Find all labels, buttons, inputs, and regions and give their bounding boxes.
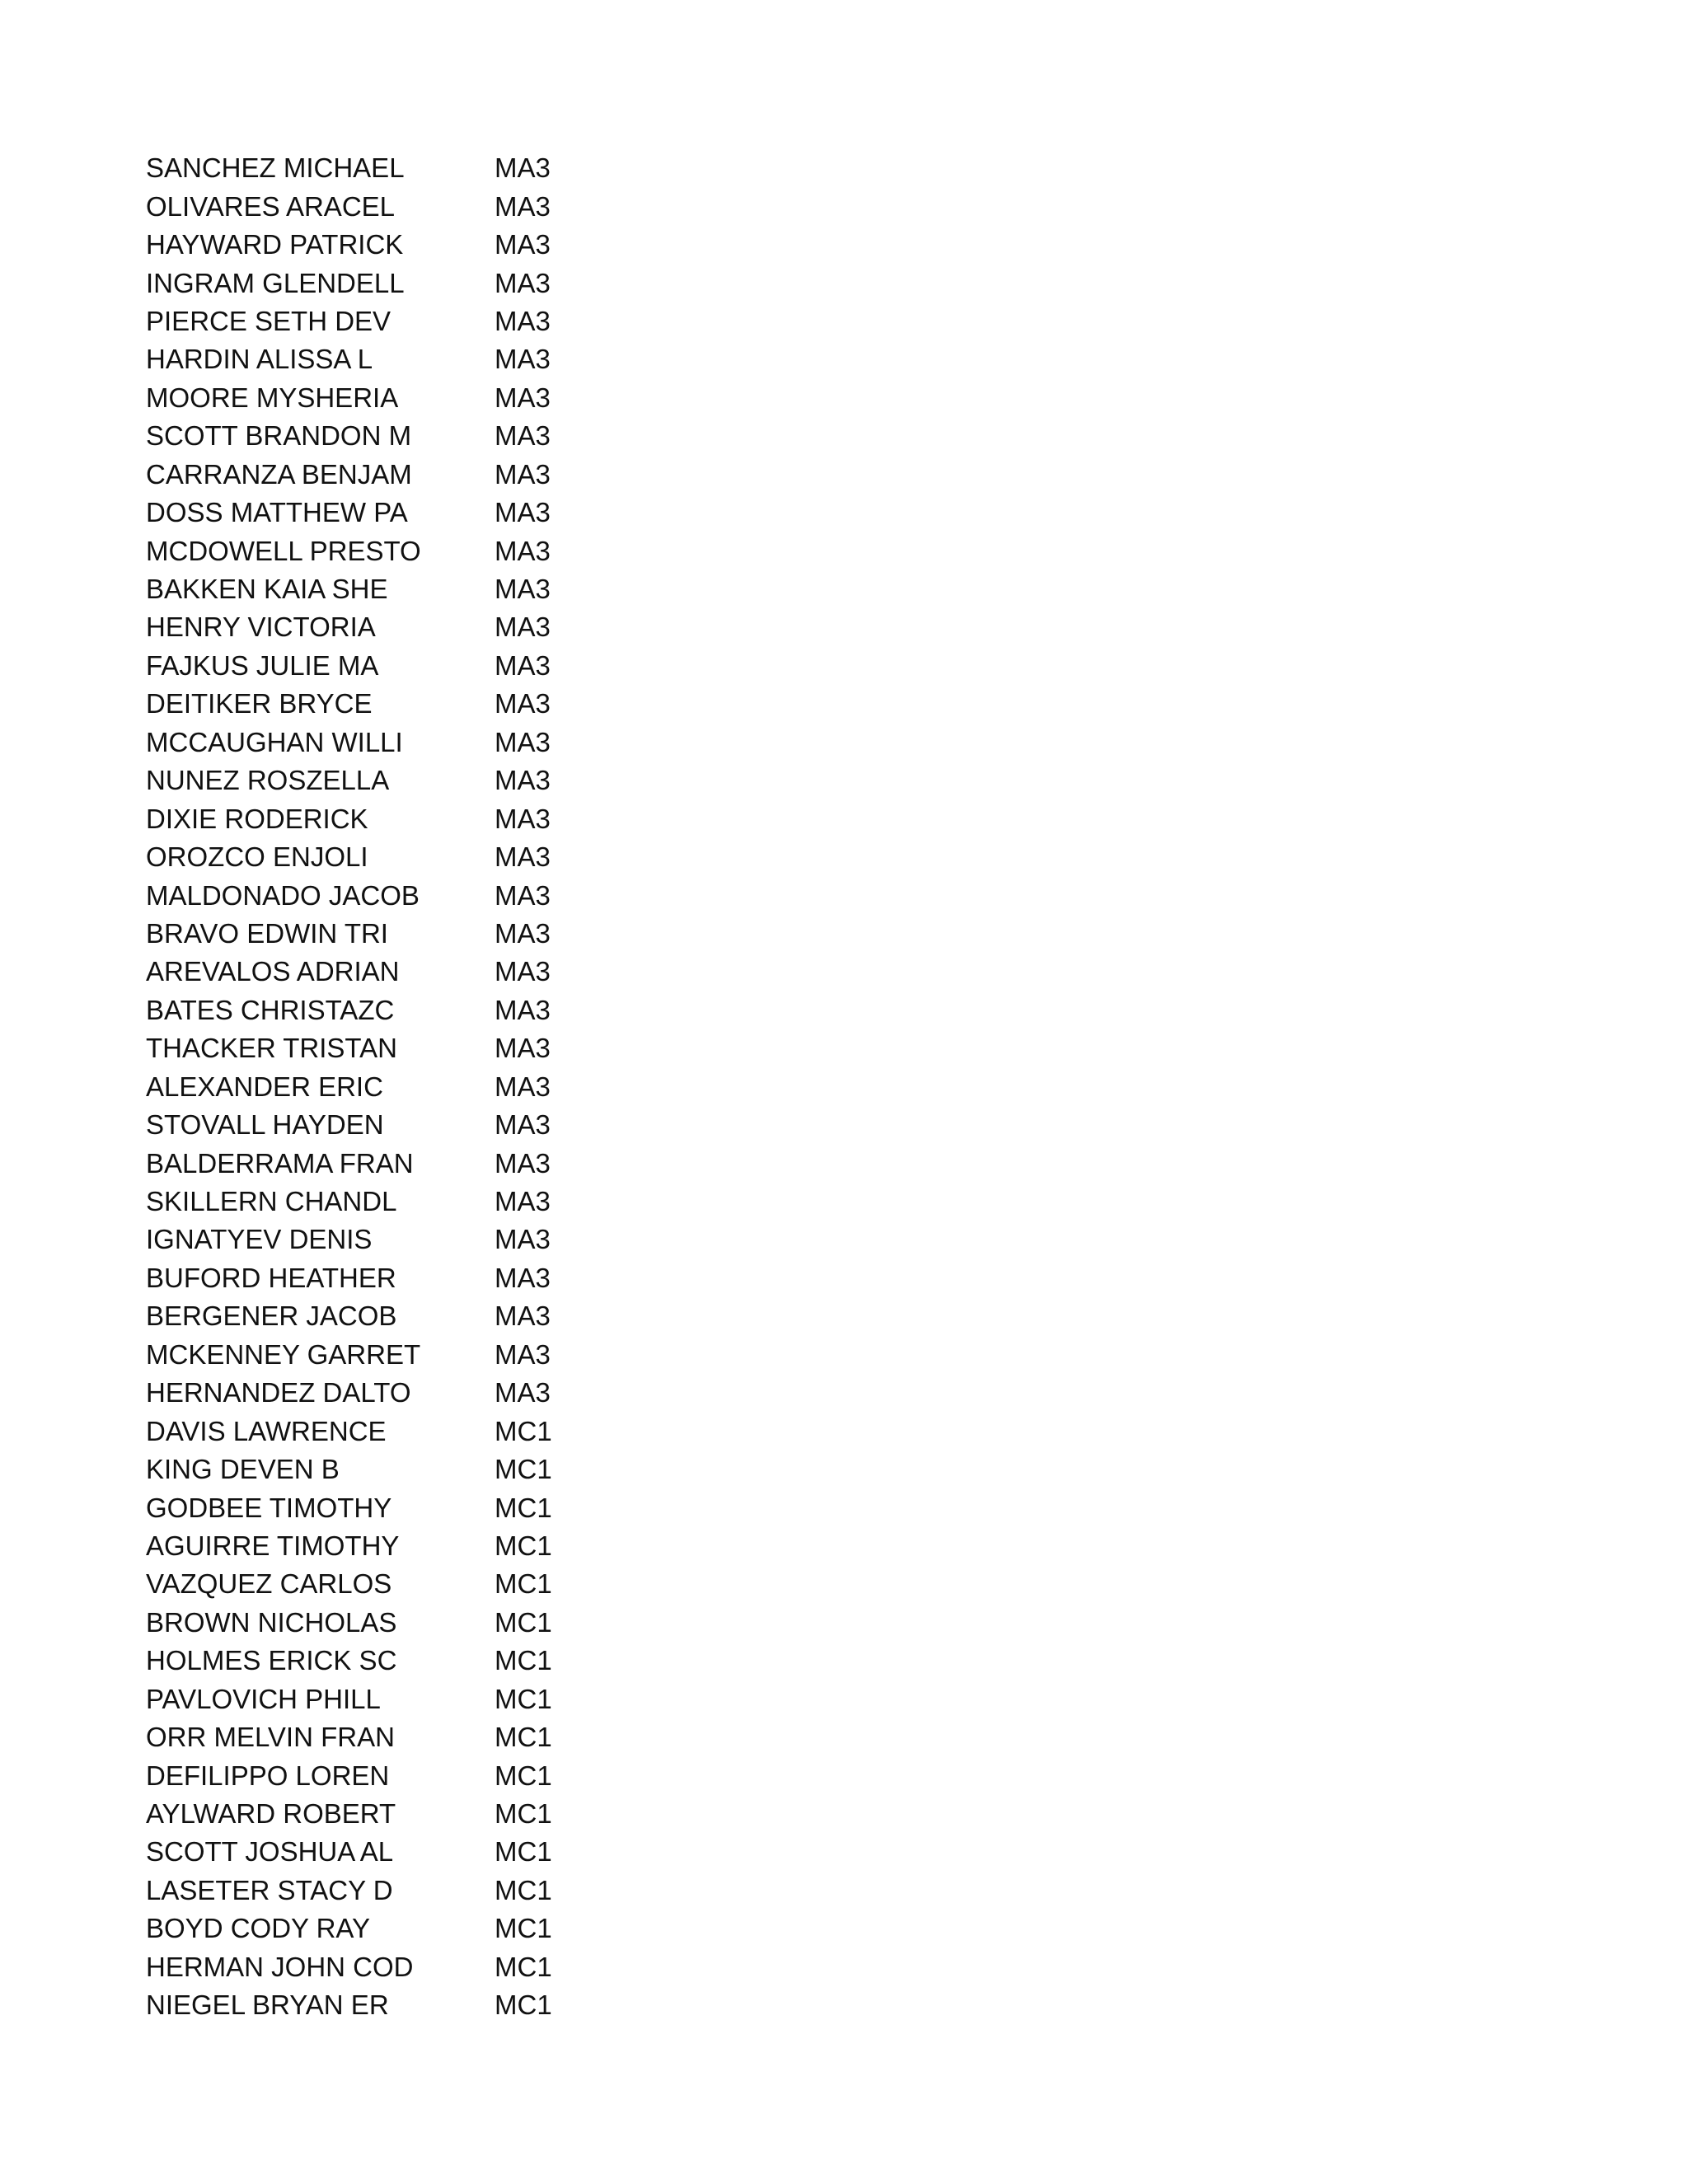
roster-row (146, 1718, 723, 1756)
member-name: BATES CHRISTAZC (146, 994, 395, 1025)
member-rate: MA3 (495, 956, 551, 987)
member-name: MALDONADO JACOB (146, 879, 420, 911)
member-name: OROZCO ENJOLI (146, 841, 368, 873)
member-name: SANCHEZ MICHAEL (146, 152, 405, 184)
roster-row (146, 915, 723, 953)
member-rate: MA3 (495, 1377, 551, 1408)
member-name: DIXIE RODERICK (146, 803, 368, 834)
roster-row (146, 1986, 723, 2024)
member-rate: MA3 (495, 190, 551, 222)
member-name: BOYD CODY RAY (146, 1913, 371, 1944)
member-rate: MA3 (495, 574, 551, 605)
roster-row (146, 1680, 723, 1718)
roster-row (146, 302, 723, 340)
roster-row (146, 1068, 723, 1106)
roster-row (146, 1910, 723, 1947)
member-rate: MA3 (495, 420, 551, 452)
roster-row (146, 1756, 723, 1794)
member-rate: MA3 (495, 344, 551, 375)
member-name: DEITIKER BRYCE (146, 688, 373, 719)
member-rate: MA3 (495, 1262, 551, 1293)
roster-row (146, 876, 723, 914)
member-name: MCKENNEY GARRET (146, 1338, 421, 1370)
roster-row (146, 1795, 723, 1833)
member-rate: MA3 (495, 1033, 551, 1064)
roster-row (146, 379, 723, 417)
roster-row (146, 1872, 723, 1910)
member-name: SCOTT JOSHUA AL (146, 1836, 394, 1868)
roster-row (146, 1183, 723, 1221)
member-name: THACKER TRISTAN (146, 1033, 397, 1064)
member-rate: MC1 (495, 1415, 552, 1446)
member-name: BAKKEN KAIA SHE (146, 574, 388, 605)
member-rate: MA3 (495, 879, 551, 911)
roster-row (146, 570, 723, 608)
member-rate: MA3 (495, 1186, 551, 1217)
member-rate: MA3 (495, 1109, 551, 1141)
member-name: MCDOWELL PRESTO (146, 535, 421, 566)
member-name: NIEGEL BRYAN ER (146, 1990, 389, 2021)
member-name: HENRY VICTORIA (146, 612, 376, 643)
member-name: SKILLERN CHANDL (146, 1186, 397, 1217)
member-rate: MA3 (495, 305, 551, 336)
member-rate: MA3 (495, 1147, 551, 1179)
member-rate: MA3 (495, 688, 551, 719)
member-name: HARDIN ALISSA L (146, 344, 373, 375)
member-rate: MC1 (495, 1990, 552, 2021)
member-name: INGRAM GLENDELL (146, 267, 405, 298)
roster-row (146, 762, 723, 799)
member-name: CARRANZA BENJAM (146, 458, 412, 490)
member-name: STOVALL HAYDEN (146, 1109, 384, 1141)
member-name: ALEXANDER ERIC (146, 1071, 383, 1102)
personnel-roster (146, 149, 723, 2024)
roster-row (146, 953, 723, 991)
member-name: LASETER STACY D (146, 1874, 393, 1905)
member-rate: MA3 (495, 267, 551, 298)
member-name: AREVALOS ADRIAN (146, 956, 400, 987)
member-rate: MA3 (495, 1224, 551, 1255)
member-rate: MC1 (495, 1798, 552, 1830)
member-name: KING DEVEN B (146, 1454, 340, 1485)
roster-row (146, 799, 723, 837)
member-rate: MA3 (495, 229, 551, 260)
member-name: OLIVARES ARACEL (146, 190, 396, 222)
roster-row (146, 1259, 723, 1297)
member-name: HERMAN JOHN COD (146, 1951, 414, 1982)
member-name: HAYWARD PATRICK (146, 229, 404, 260)
member-name: HERNANDEZ DALTO (146, 1377, 411, 1408)
member-rate: MA3 (495, 535, 551, 566)
member-name: MOORE MYSHERIA (146, 382, 399, 413)
member-rate: MC1 (495, 1645, 552, 1676)
member-rate: MC1 (495, 1683, 552, 1714)
roster-row (146, 685, 723, 723)
member-name: IGNATYEV DENIS (146, 1224, 373, 1255)
roster-row (146, 1412, 723, 1450)
member-name: BALDERRAMA FRAN (146, 1147, 414, 1179)
member-rate: MC1 (495, 1951, 552, 1982)
roster-row (146, 532, 723, 569)
member-rate: MA3 (495, 917, 551, 949)
member-rate: MA3 (495, 1301, 551, 1332)
member-name: NUNEZ ROSZELLA (146, 765, 390, 796)
member-name: HOLMES ERICK SC (146, 1645, 397, 1676)
roster-row (146, 838, 723, 876)
member-rate: MA3 (495, 726, 551, 757)
roster-row (146, 647, 723, 685)
roster-row (146, 1833, 723, 1871)
member-name: PAVLOVICH PHILL (146, 1683, 381, 1714)
roster-row (146, 1642, 723, 1680)
roster-row (146, 1106, 723, 1144)
member-name: DAVIS LAWRENCE (146, 1415, 387, 1446)
member-name: AGUIRRE TIMOTHY (146, 1530, 400, 1561)
roster-row (146, 1221, 723, 1258)
member-rate: MC1 (495, 1836, 552, 1868)
member-rate: MC1 (495, 1530, 552, 1561)
roster-row (146, 1336, 723, 1374)
member-name: BROWN NICHOLAS (146, 1606, 397, 1638)
roster-row (146, 187, 723, 225)
roster-row (146, 264, 723, 302)
member-name: BRAVO EDWIN TRI (146, 917, 388, 949)
roster-row (146, 1488, 723, 1526)
roster-row (146, 1565, 723, 1603)
member-rate: MA3 (495, 497, 551, 528)
member-rate: MA3 (495, 1338, 551, 1370)
roster-row (146, 1144, 723, 1182)
member-name: BERGENER JACOB (146, 1301, 397, 1332)
member-rate: MA3 (495, 803, 551, 834)
member-name: DEFILIPPO LOREN (146, 1760, 390, 1791)
member-name: SCOTT BRANDON M (146, 420, 412, 452)
member-name: GODBEE TIMOTHY (146, 1492, 392, 1523)
member-rate: MA3 (495, 765, 551, 796)
member-name: PIERCE SETH DEV (146, 305, 392, 336)
member-name: DOSS MATTHEW PA (146, 497, 408, 528)
member-rate: MA3 (495, 458, 551, 490)
roster-row (146, 724, 723, 762)
roster-row (146, 340, 723, 378)
member-name: MCCAUGHAN WILLI (146, 726, 403, 757)
member-rate: MC1 (495, 1606, 552, 1638)
roster-row (146, 1527, 723, 1565)
roster-row (146, 494, 723, 532)
member-name: FAJKUS JULIE MA (146, 649, 379, 681)
member-name: AYLWARD ROBERT (146, 1798, 396, 1830)
member-name: BUFORD HEATHER (146, 1262, 396, 1293)
roster-row (146, 226, 723, 264)
roster-row (146, 1029, 723, 1067)
roster-row (146, 991, 723, 1029)
member-rate: MA3 (495, 152, 551, 184)
member-rate: MC1 (495, 1874, 552, 1905)
roster-row (146, 1451, 723, 1488)
member-rate: MC1 (495, 1492, 552, 1523)
roster-row (146, 417, 723, 455)
roster-row (146, 1948, 723, 1986)
member-rate: MA3 (495, 649, 551, 681)
roster-row (146, 1604, 723, 1642)
member-rate: MC1 (495, 1454, 552, 1485)
member-rate: MA3 (495, 841, 551, 873)
roster-row (146, 1297, 723, 1335)
roster-row (146, 1374, 723, 1412)
member-rate: MA3 (495, 382, 551, 413)
member-rate: MA3 (495, 994, 551, 1025)
roster-row (146, 608, 723, 646)
member-name: ORR MELVIN FRAN (146, 1722, 395, 1753)
member-rate: MC1 (495, 1913, 552, 1944)
member-rate: MC1 (495, 1760, 552, 1791)
member-rate: MC1 (495, 1568, 552, 1600)
member-name: VAZQUEZ CARLOS (146, 1568, 392, 1600)
member-rate: MA3 (495, 612, 551, 643)
roster-row (146, 456, 723, 494)
roster-row (146, 149, 723, 187)
member-rate: MA3 (495, 1071, 551, 1102)
member-rate: MC1 (495, 1722, 552, 1753)
